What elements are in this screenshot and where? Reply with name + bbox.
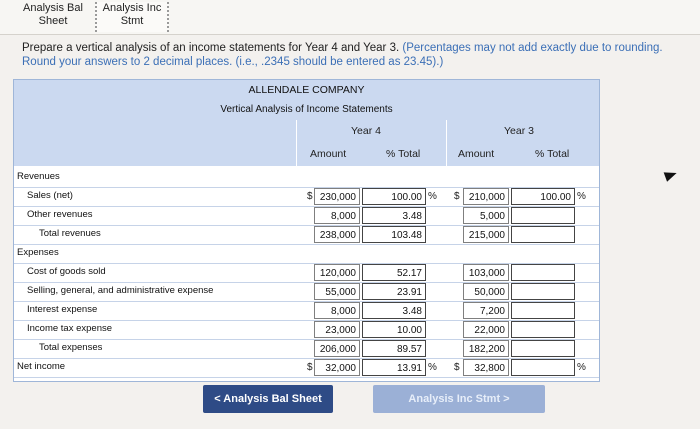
year3-amount-cell[interactable]: 32,800 (463, 359, 509, 376)
year4-pct-input[interactable]: 89.57 (362, 340, 426, 357)
year3-amount-cell[interactable]: 103,000 (463, 264, 509, 281)
row-label: Total expenses (39, 342, 103, 353)
year3-amount-header: Amount (458, 148, 495, 160)
year3-amount-cell[interactable]: 7,200 (463, 302, 509, 319)
row-label: Sales (net) (27, 190, 73, 201)
prev-tab-button[interactable]: < Analysis Bal Sheet (203, 385, 333, 413)
year3-pct-input[interactable] (511, 207, 575, 224)
percent-sign: % (577, 191, 586, 202)
row-label: Net income (17, 361, 66, 372)
year3-amount-cell[interactable]: 182,200 (463, 340, 509, 357)
table-subtitle: Vertical Analysis of Income Statements (14, 100, 599, 120)
year4-amount-cell[interactable]: 8,000 (314, 302, 360, 319)
instructions-text: Prepare a vertical analysis of an income statements for Year 4 and Year 3. (22, 42, 403, 54)
tab-label-line1: Analysis Inc (102, 2, 162, 14)
year4-amount-cell[interactable]: 238,000 (314, 226, 360, 243)
row-label: Interest expense (27, 304, 98, 315)
year3-amount-cell[interactable]: 22,000 (463, 321, 509, 338)
percent-sign: % (577, 362, 586, 373)
year3-pct-input[interactable] (511, 302, 575, 319)
tab-bar (0, 0, 700, 35)
row-divider (14, 377, 599, 378)
year4-amount-cell[interactable]: 32,000 (314, 359, 360, 376)
year4-amount-cell[interactable]: 230,000 (314, 188, 360, 205)
year4-pct-input[interactable]: 13.91 (362, 359, 426, 376)
currency-symbol: $ (454, 362, 460, 373)
year4-label: Year 4 (351, 125, 381, 137)
year4-amount-header: Amount (310, 148, 347, 160)
year3-pct-input[interactable] (511, 283, 575, 300)
year4-pct-header: % Total (386, 148, 421, 160)
year4-pct-input[interactable]: 103.48 (362, 226, 426, 243)
year4-amount-cell[interactable]: 120,000 (314, 264, 360, 281)
year3-pct-header: % Total (535, 148, 570, 160)
year4-amount-cell[interactable]: 55,000 (314, 283, 360, 300)
year4-amount-cell[interactable]: 206,000 (314, 340, 360, 357)
year4-pct-input[interactable]: 3.48 (362, 302, 426, 319)
income-statement-table (13, 79, 600, 382)
row-label: Income tax expense (27, 323, 113, 334)
year4-amount-cell[interactable]: 23,000 (314, 321, 360, 338)
year3-pct-input[interactable] (511, 321, 575, 338)
row-divider (14, 244, 599, 245)
year3-amount-cell[interactable]: 210,000 (463, 188, 509, 205)
year4-pct-input[interactable]: 52.17 (362, 264, 426, 281)
year3-pct-input[interactable] (511, 340, 575, 357)
currency-symbol: $ (454, 191, 460, 202)
currency-symbol: $ (307, 362, 313, 373)
tab-label-line1: Analysis Bal (23, 2, 83, 14)
year4-pct-input[interactable]: 10.00 (362, 321, 426, 338)
tab-label-line2: Sheet (38, 15, 68, 27)
cursor-pointer-icon (664, 168, 679, 182)
instructions (22, 41, 700, 69)
tab-analysis-bal-sheet[interactable] (18, 2, 88, 32)
row-label: Cost of goods sold (27, 266, 106, 277)
year4-pct-input[interactable]: 100.00 (362, 188, 426, 205)
year3-pct-input[interactable]: 100.00 (511, 188, 575, 205)
row-label: Other revenues (27, 209, 93, 220)
year3-pct-input[interactable] (511, 264, 575, 281)
year3-pct-input[interactable] (511, 359, 575, 376)
year3-pct-input[interactable] (511, 226, 575, 243)
tab-analysis-inc-stmt[interactable] (95, 2, 169, 32)
next-tab-button[interactable]: Analysis Inc Stmt > (373, 385, 545, 413)
year4-pct-input[interactable]: 23.91 (362, 283, 426, 300)
instructions-note: (Percentages may not add exactly due to rounding. (402, 42, 663, 54)
row-label: Expenses (17, 247, 59, 258)
year4-pct-input[interactable]: 3.48 (362, 207, 426, 224)
year3-amount-cell[interactable]: 50,000 (463, 283, 509, 300)
row-label: Selling, general, and administrative expense (27, 285, 214, 296)
percent-sign: % (428, 191, 437, 202)
row-label: Revenues (17, 171, 60, 182)
company-name: ALLENDALE COMPANY (14, 80, 599, 100)
instructions-note-line2: Round your answers to 2 decimal places. (i.e., .2345 should be entered as 23.45).) (22, 56, 444, 68)
tab-label-line2: Stmt (120, 15, 144, 27)
year4-amount-cell[interactable]: 8,000 (314, 207, 360, 224)
year3-label: Year 3 (504, 125, 534, 137)
year3-amount-cell[interactable]: 215,000 (463, 226, 509, 243)
currency-symbol: $ (307, 191, 313, 202)
year3-amount-cell[interactable]: 5,000 (463, 207, 509, 224)
percent-sign: % (428, 362, 437, 373)
row-label: Total revenues (39, 228, 101, 239)
